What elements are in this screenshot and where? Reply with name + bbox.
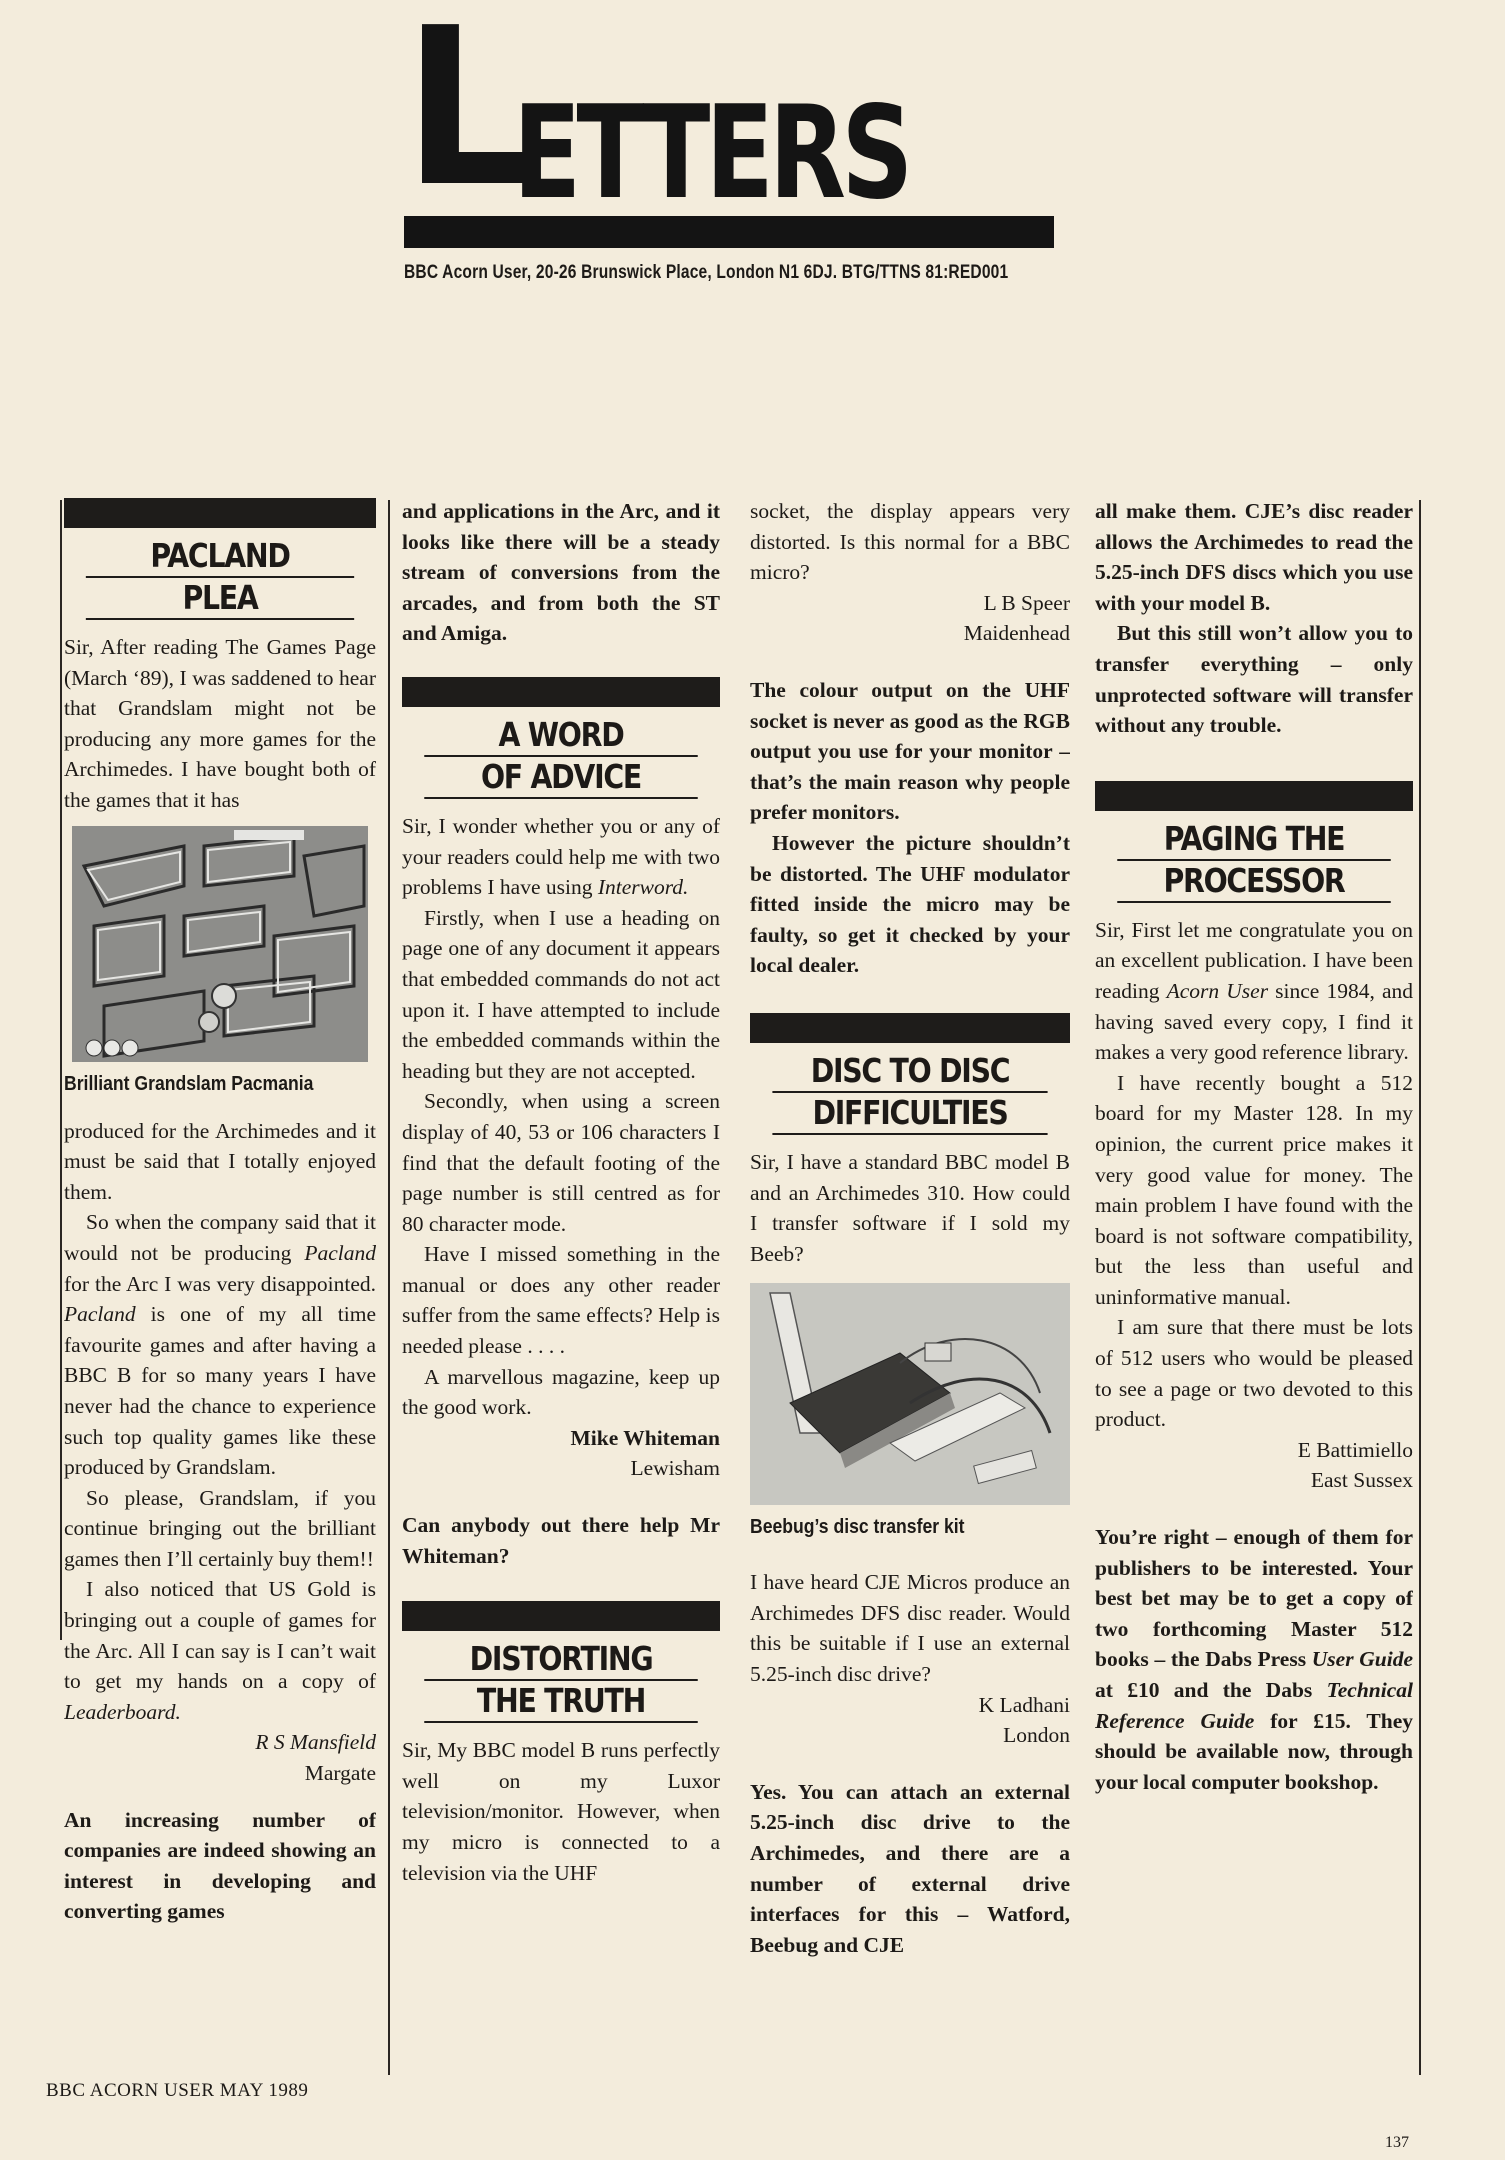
headline-bar	[402, 1601, 720, 1631]
signature-place: East Sussex	[1310, 1468, 1413, 1493]
headline-paging-the-processor: PAGING THE PROCESSOR	[1095, 781, 1413, 903]
letter-paragraph: Have I missed something in the manual or does any other reader suffer from the same effects? Help is needed please . . . .	[402, 1242, 720, 1359]
disc-transfer-kit-image	[750, 1283, 1070, 1505]
signature-place: Maidenhead	[963, 621, 1070, 646]
editor-answer: Can anybody out there help Mr Whiteman?	[402, 1513, 720, 1568]
column-rule	[1419, 500, 1421, 2075]
headline-bar	[402, 677, 720, 707]
signature-name: E Battimiello	[1297, 1437, 1413, 1462]
column-3	[750, 498, 1070, 2078]
letter-paragraph: Secondly, when using a screen display of 40, 53 or 106 characters I find that the default footing of the page number is still centred as for 80 character mode.	[402, 1089, 720, 1236]
signature-place: Margate	[304, 1761, 376, 1786]
letter-paragraph: Sir, I have a standard BBC model B and an Archimedes 310. How could I transfer software if I sold my Beeb?	[750, 1149, 1070, 1266]
letter-paragraph: A marvellous magazine, keep up the good work.	[402, 1364, 720, 1420]
letter-paragraph: I also noticed that US Gold is bringing out a couple of games for the Arc. All I can say is I can’t wait to get my hands on a copy of Leaderboard.	[64, 1577, 376, 1724]
signature-name: K Ladhani	[978, 1692, 1070, 1717]
image-caption: Brilliant Grandslam Pacmania	[64, 1072, 314, 1095]
signature-name: R S Mansfield	[255, 1730, 376, 1755]
column-1	[64, 498, 376, 2078]
headline-bar	[750, 1013, 1070, 1043]
letter-paragraph: So please, Grandslam, if you continue bringing out the brilliant games then I’ll certainly buy them!!	[64, 1485, 376, 1571]
masthead-address: BBC Acorn User, 20-26 Brunswick Place, London N1 6DJ. BTG/TTNS 81:RED001	[404, 262, 1009, 283]
editor-answer: Yes. You can attach an external 5.25-inch disc drive to the Archimedes, and there are a number of external drive interfaces for this – Watford, Beebug and CJE	[750, 1779, 1070, 1957]
headline-disc-to-disc-difficulties: DISC TO DISC DIFFICULTIES	[750, 1013, 1070, 1135]
editor-answer: But this still won’t allow you to transfer everything – only unprotected software will transfer without any trouble.	[1095, 621, 1413, 738]
masthead-title: LETTERS	[404, 0, 909, 210]
editor-answer: The colour output on the UHF socket is never as good as the RGB output you use for your monitor – that’s the main reason why people prefer monitors.	[750, 677, 1070, 825]
letter-paragraph: Sir, After reading The Games Page (March ‘89), I was saddened to hear that Grandslam might not be producing any more games for the Archimedes. I have bought both of the games that it has	[64, 635, 376, 812]
headline-bar	[1095, 781, 1413, 811]
headline-a-word-of-advice: A WORD OF ADVICE	[402, 677, 720, 799]
column-2	[402, 498, 720, 2078]
letter-paragraph: socket, the display appears very distorted. Is this normal for a BBC micro?	[750, 499, 1070, 585]
headline-bar	[64, 498, 376, 528]
signature-name: Mike Whiteman	[570, 1425, 720, 1450]
letter-paragraph: Sir, First let me congratulate you on an excellent publication. I have been reading Acorn User since 1984, and having saved every copy, I find it makes a very good reference library.	[1095, 917, 1413, 1065]
letter-paragraph: I have heard CJE Micros produce an Archimedes DFS disc reader. Would this be suitable if I use an external 5.25-inch disc drive?	[750, 1570, 1070, 1687]
editor-answer: and applications in the Arc, and it looks like there will be a steady stream of conversions from the arcades, and from both the ST and Amiga.	[402, 499, 720, 646]
letter-paragraph: I have recently bought a 512 board for my Master 128. In my opinion, the current price makes it very good value for money. The main problem I have found with the board is not software compatibility, but the less than useful and uninformative manual.	[1095, 1070, 1413, 1309]
letter-paragraph: I am sure that there must be lots of 512 users who would be pleased to see a page or two devoted to this product.	[1095, 1315, 1413, 1432]
editor-answer: However the picture shouldn’t be distorted. The UHF modulator fitted inside the micro may be faulty, so get it checked by your local dealer.	[750, 830, 1070, 978]
editor-answer: all make them. CJE’s disc reader allows the Archimedes to read the 5.25-inch DFS discs which you use with your model B.	[1095, 499, 1413, 615]
letter-paragraph: Sir, My BBC model B runs perfectly well on my Luxor television/monitor. However, when my micro is connected to a television via the UHF	[402, 1738, 720, 1885]
column-4	[1095, 498, 1413, 2078]
page-number: 137	[1385, 2134, 1409, 2151]
column-rule	[388, 500, 390, 2075]
masthead-bar	[404, 216, 1054, 248]
letter-paragraph: Firstly, when I use a heading on page one of any document it appears that embedded commands do not act upon it. I have attempted to include the embedded commands within the heading but they are not accepted.	[402, 905, 720, 1083]
image-caption: Beebug’s disc transfer kit	[750, 1516, 965, 1539]
letter-paragraph: produced for the Archimedes and it must be said that I totally enjoyed them.	[64, 1118, 376, 1204]
pacmania-screenshot	[64, 826, 376, 1062]
footer-masthead: BBC ACORN USER MAY 1989	[46, 2080, 309, 2101]
signature-name: L B Speer	[983, 590, 1070, 615]
signature-place: London	[1003, 1723, 1070, 1748]
letter-paragraph: Sir, I wonder whether you or any of your readers could help me with two problems I have using Interword.	[402, 813, 720, 900]
headline-pacland-plea: PACLAND PLEA	[64, 498, 376, 620]
editor-answer: An increasing number of companies are indeed showing an interest in developing and converting games	[64, 1807, 376, 1924]
signature-place: Lewisham	[630, 1456, 720, 1481]
pacmania-maze-image	[64, 826, 376, 1062]
letter-paragraph: So when the company said that it would not be producing Pacland for the Arc I was very disappointed. Pacland is one of my all time favourite games and after having a BBC B for so many years I have never had the chance to experience such top quality games like these produced by Grandslam.	[64, 1210, 376, 1480]
editor-answer: You’re right – enough of them for publishers to be interested. Your best bet may be to get a copy of two forthcoming Master 512 books – the Dabs Press User Guide at £10 and the Dabs Technical Reference Guide for £15. They should be available now, through your local computer bookshop.	[1095, 1525, 1413, 1794]
disc-kit-photo	[750, 1283, 1070, 1505]
headline-distorting-the-truth: DISTORTING THE TRUTH	[402, 1601, 720, 1723]
column-rule	[60, 500, 62, 1640]
